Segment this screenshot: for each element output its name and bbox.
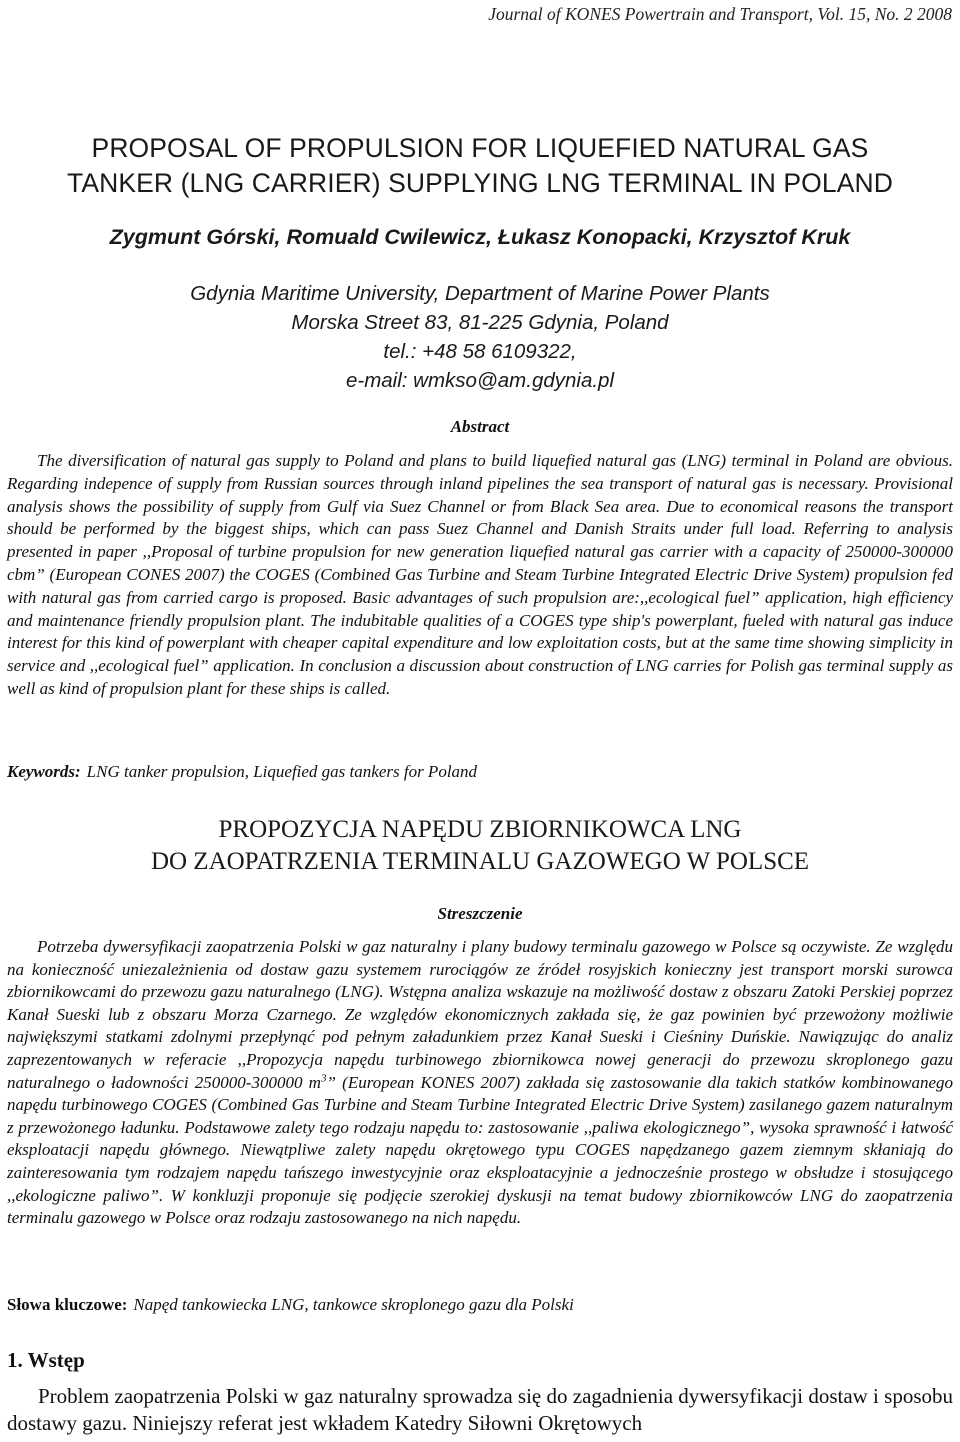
streszczenie-text-part-2: ” (European KONES 2007) zakłada się zastosowanie dla takich statków kombinowanego napędu turbinowego COGES (Combined Gas Turbine and Steam Turbine Integrated Electric Drive System) zasilanego gazem naturalnym z przewożonego ładunku. Podstawowe zalety tego rodzaju napędu to: zastosowanie ,,paliwa ekologicznego”, wysoka sprawność i łatwość eksploatacji napędu głównego. Niewątpliwe zalety napędu okrętowego typu COGES napędzanego gazem ziemnym skłaniają do zainteresowania tym rodzajem napędu tańszego inwestycyjnie oraz eksploatacyjnie a jednocześnie prostego w obsłudze i stosującego ,,ekologiczne paliwo”. W konkluzji proponuje się podjęcie szerokiej dyskusji na temat budowy zbiornikowców LNG do zaopatrzenia terminalu gazowego w Polsce oraz rodzaju zastosowanego na nich napędu. (7, 1072, 953, 1228)
slowa-kluczowe-label: Słowa kluczowe: (7, 1295, 128, 1314)
affiliation-email: e-mail: wmkso@am.gdynia.pl (345, 369, 615, 392)
affiliation-department: Gdynia Maritime University, Department of Marine Power Plants (190, 282, 770, 305)
journal-header: Journal of KONES Powertrain and Transport, Vol. 15, No. 2 2008 (488, 4, 952, 24)
affiliation (0, 279, 960, 395)
polish-title-line-1: PROPOZYCJA NAPĘDU ZBIORNIKOWCA LNG (218, 816, 742, 843)
section-1-heading: 1. Wstęp (7, 1348, 85, 1372)
authors: Zygmunt Górski, Romuald Cwilewicz, Łukasz Konopacki, Krzysztof Kruk (109, 225, 851, 249)
abstract-heading: Abstract (450, 417, 510, 436)
affiliation-phone: tel.: +48 58 6109322, (383, 340, 577, 363)
superscript-3: 3 (320, 1071, 327, 1084)
polish-title-line-2: DO ZAOPATRZENIA TERMINALU GAZOWEGO W POLSCE (150, 848, 810, 875)
keywords (7, 762, 953, 782)
english-title-line-1: PROPOSAL OF PROPULSION FOR LIQUEFIED NATURAL GAS (91, 133, 869, 163)
section-1-body: Problem zaopatrzenia Polski w gaz naturalny sprowadza się do zagadnienia dywersyfikacji dostaw i sposobu dostawy gazu. Niniejszy referat jest wkładem Katedry Siłowni Okrętowych (7, 1384, 953, 1435)
slowa-kluczowe-text: Napęd tankowiecka LNG, tankowce skroplonego gazu dla Polski (133, 1295, 574, 1314)
english-title (0, 131, 960, 201)
abstract-body: The diversification of natural gas supply to Poland and plans to build liquefied natural gas (LNG) terminal in Poland are obvious. Regarding indepence of supply from Russian sources through inland pipelines the sea transport of natural gas is necessary. Provisional analysis shows the possibility of supply from Gulf via Suez Channel or from Black Sea area. Due to economical reasons the transport should be performed by the biggest ships, which can pass Suez Channel and Danish Straits under full load. Referring to analysis presented in paper ,,Proposal of turbine propulsion for new generation liquefied natural gas carrier with a capacity of 250000-300000 cbm” (European CONES 2007) the COGES (Combined Gas Turbine and Steam Turbine Integrated Electric Drive System) propulsion fed with natural gas from carried cargo is proposed. Basic advantages of such propulsion are:,,ecological fuel” application, high efficiency and maintenance friendly propulsion plant. The indubitable qualities of a COGES type ship's powerplant, fueled with natural gas induce interest for this kind of powerplant with cheaper capital expenditure and low exploitation costs, but at the same time showing simplicity in service and ,,ecological fuel” application. In conclusion a discussion about construction of LNG carries for Polish gas terminal supply as well as kind of propulsion plant for these ships is called. (7, 451, 953, 698)
streszczenie-heading: Streszczenie (437, 904, 523, 923)
polish-title (0, 814, 960, 878)
streszczenie-body (7, 936, 953, 1230)
affiliation-address: Morska Street 83, 81-225 Gdynia, Poland (291, 311, 669, 334)
english-title-line-2: TANKER (LNG CARRIER) SUPPLYING LNG TERMINAL IN POLAND (67, 168, 893, 198)
keywords-label: Keywords: (7, 762, 81, 781)
keywords-text: LNG tanker propulsion, Liquefied gas tankers for Poland (86, 762, 478, 781)
streszczenie-text-part-1: Potrzeba dywersyfikacji zaopatrzenia Polski w gaz naturalny i plany budowy terminalu gazowego w Polsce są oczywiste. Ze względu na konieczność uniezależnienia od dostaw gazu systemem rurociągów ze źródeł rosyjskich konieczny jest transport morski surowca zbiornikowcami do przewozu gazu naturalnego (LNG). Wstępna analiza wskazuje na możliwość dostaw z obszaru Zatoki Perskiej poprzez Kanał Sueski lub z obszaru Morza Czarnego. Ze względów ekonomicznych zakłada się, że gaz powinien być przewożony możliwie największymi statkami zdolnymi przepłynąć pod pełnym załadunkiem przez Kanał Sueski i Cieśniny Duńskie. Nawiązując do analiz zaprezentowanych w referacie ,,Propozycja napędu turbinowego zbiornikowca nowej generacji do przewozu skroplonego gazu naturalnego o ładowności 250000-300000 m (7, 937, 953, 1092)
slowa-kluczowe (7, 1295, 953, 1315)
